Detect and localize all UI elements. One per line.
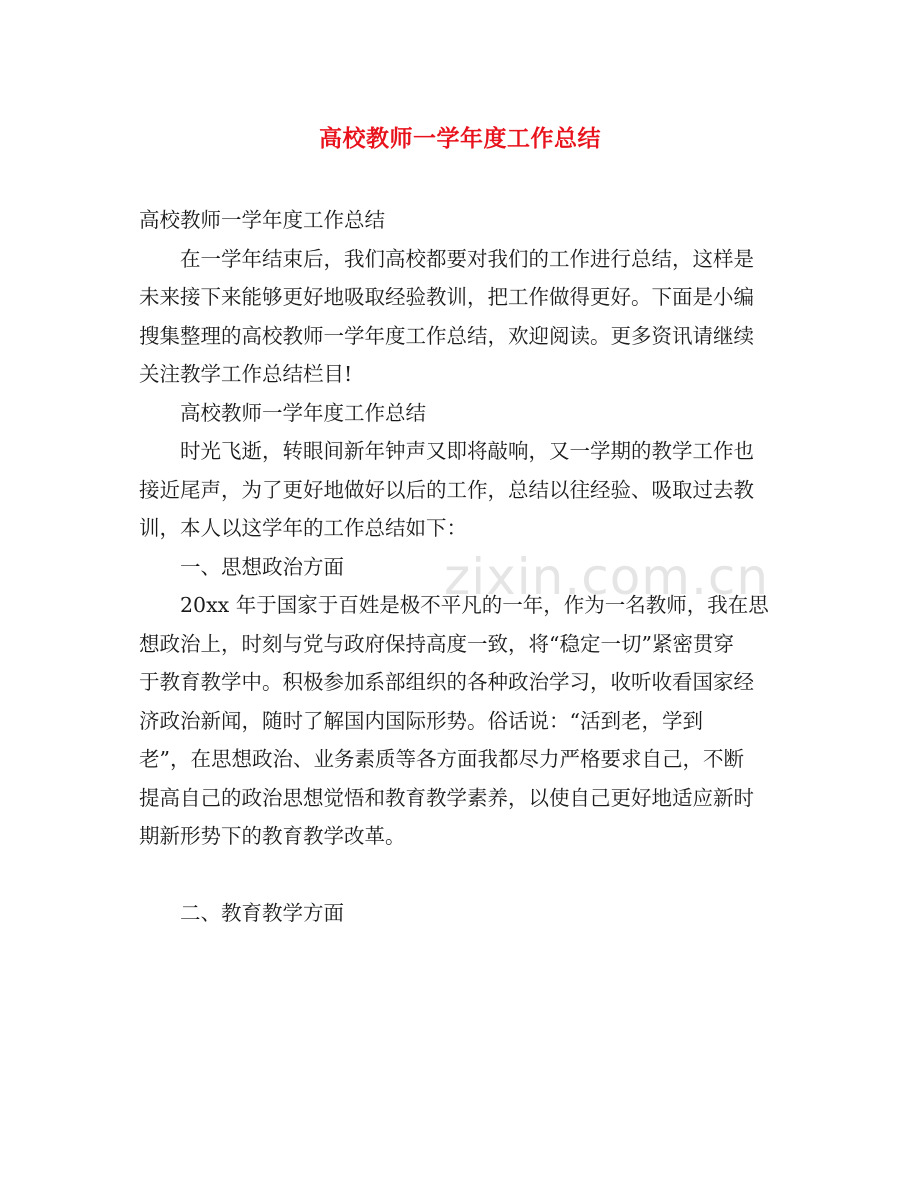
watermark: zixin.com.cn (444, 548, 770, 606)
text-line: 高校教师一学年度工作总结 (180, 400, 426, 425)
text-line: 训，本人以这学年的工作总结如下： (139, 516, 467, 540)
text-line: 提高自己的政治思想觉悟和教育教学素养，以使自己更好地适应新时 (139, 785, 754, 810)
text-line: 济政治新闻，随时了解国内国际形势。俗话说：“活到老，学到 (139, 708, 703, 733)
text-line: 20xx 年于国家于百姓是极不平凡的一年，作为一名教师，我在思 (180, 593, 769, 617)
text-line: 二、教育教学方面 (180, 901, 344, 925)
text-line: 关注教学工作总结栏目! (139, 362, 353, 386)
text-line: 高校教师一学年度工作总结 (139, 208, 385, 232)
text-line: 时光飞逝，转眼间新年钟声又即将敲响，又一学期的教学工作也 (180, 439, 754, 463)
text-line: 搜集整理的高校教师一学年度工作总结，欢迎阅读。更多资讯请继续 (139, 323, 754, 348)
text-line: 于教育教学中。积极参加系部组织的各种政治学习，收听收看国家经 (139, 670, 754, 694)
text-line (139, 856, 779, 895)
text-line: 在一学年结束后，我们高校都要对我们的工作进行总结，这样是 (180, 246, 754, 271)
text-line: 期新形势下的教育教学改革。 (139, 824, 406, 848)
text-line: 一、思想政治方面 (180, 554, 344, 579)
text-line: 未来接下来能够更好地吸取经验教训，把工作做得更好。下面是小编 (139, 285, 754, 309)
document-title: 高校教师一学年度工作总结 (319, 125, 601, 152)
text-line: 接近尾声，为了更好地做好以后的工作，总结以往经验、吸取过去教 (139, 477, 754, 502)
text-line: 想政治上，时刻与党与政府保持高度一致，将“稳定一切”紧密贯穿 (139, 631, 734, 656)
text-line: 老”，在思想政治、业务素质等各方面我都尽力严格要求自己，不断 (139, 747, 744, 771)
